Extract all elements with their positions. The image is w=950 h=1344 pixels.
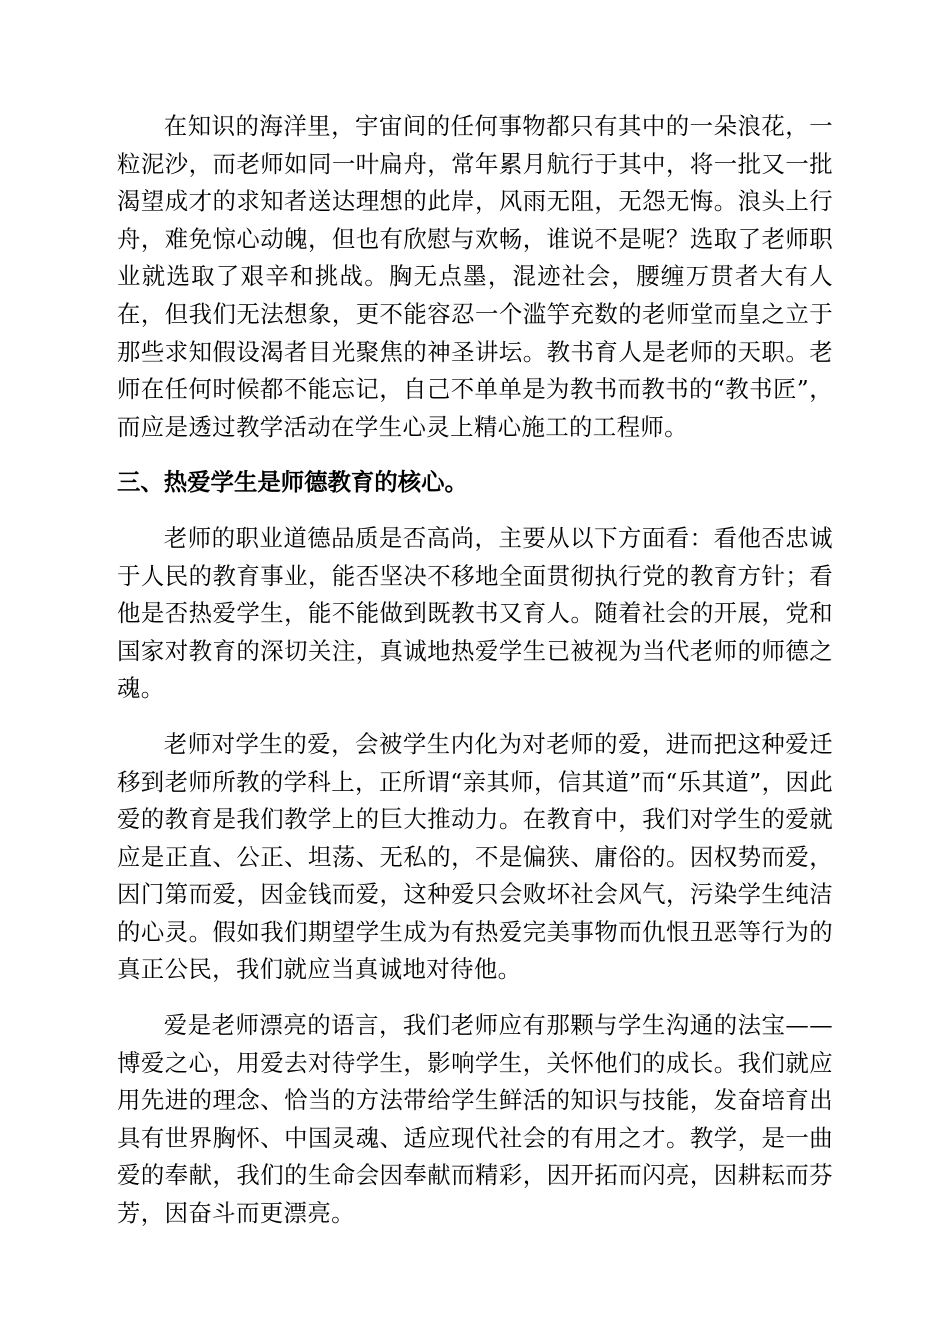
- document-page: [117, 108, 833, 1251]
- paragraph-teacher-ethics: 老师的职业道德品质是否高尚，主要从以下方面看：看他否忠诚于人民的教育事业，能否坚决不移地全面贯彻执行党的教育方针；看他是否热爱学生，能不能做到既教书又育人。随着社会的开展，党和国家对教育的深切关注，真诚地热爱学生已被视为当代老师的师德之魂。: [117, 523, 833, 703]
- paragraph-teacher-role: 在知识的海洋里，宇宙间的任何事物都只有其中的一朵浪花，一粒泥沙，而老师如同一叶扁舟，常年累月航行于其中，将一批又一批渴望成才的求知者送达理想的此岸，风雨无阻，无怨无悔。浪头上行舟，难免惊心动魄，但也有欣慰与欢畅，谁说不是呢？选取了老师职业就选取了艰辛和挑战。胸无点墨，混迹社会，腰缠万贯者大有人在，但我们无法想象，更不能容忍一个滥竽充数的老师堂而皇之立于那些求知假设渴者目光聚焦的神圣讲坛。教书育人是老师的天职。老师在任何时候都不能忘记，自己不单单是为教书而教书的“教书匠”，而应是透过教学活动在学生心灵上精心施工的工程师。: [117, 112, 833, 441]
- section-heading-3: 三、热爱学生是师德教育的核心。: [117, 468, 468, 497]
- paragraph-love-language: 爱是老师漂亮的语言，我们老师应有那颗与学生沟通的法宝——博爱之心，用爱去对待学生，影响学生，关怀他们的成长。我们就应用先进的理念、恰当的方法带给学生鲜活的知识与技能，发奋培育出具有世界胸怀、中国灵魂、适应现代社会的有用之才。教学，是一曲爱的奉献，我们的生命会因奉献而精彩，因开拓而闪亮，因耕耘而芬芳，因奋斗而更漂亮。: [117, 1011, 833, 1228]
- paragraph-teacher-love: 老师对学生的爱，会被学生内化为对老师的爱，进而把这种爱迁移到老师所教的学科上，正所谓“亲其师，信其道”而“乐其道”，因此爱的教育是我们教学上的巨大推动力。在教育中，我们对学生的爱就应是正直、公正、坦荡、无私的，不是偏狭、庸俗的。因权势而爱，因门第而爱，因金钱而爱，这种爱只会败坏社会风气，污染学生纯洁的心灵。假如我们期望学生成为有热爱完美事物而仇恨丑恶等行为的真正公民，我们就应当真诚地对待他。: [117, 729, 833, 984]
